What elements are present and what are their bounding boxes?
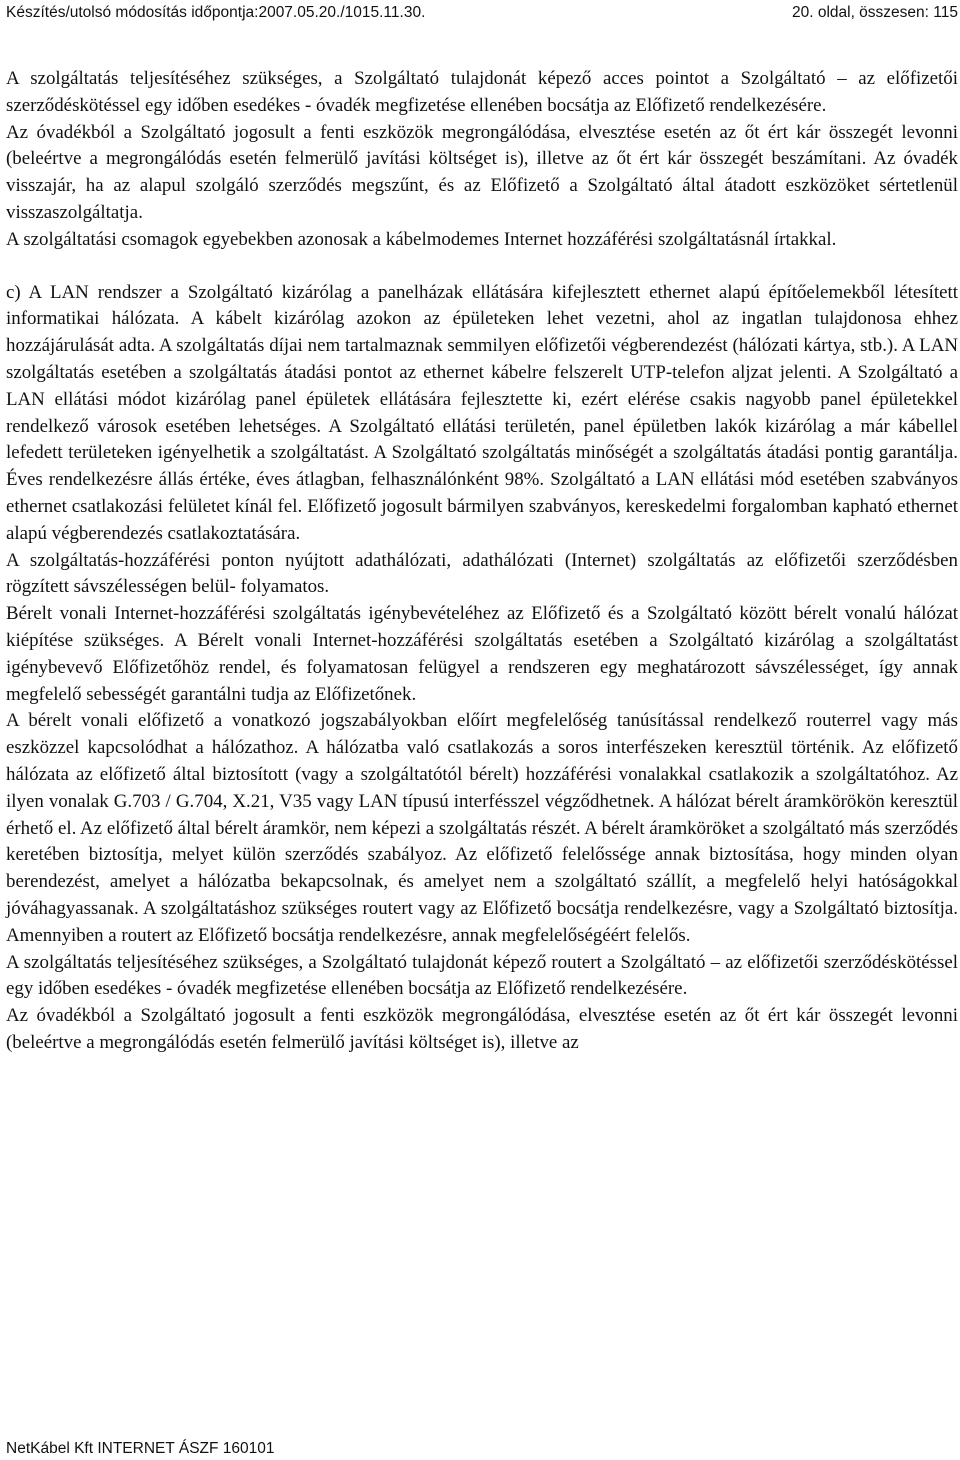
paragraph: Bérelt vonali Internet-hozzáférési szolgáltatás igénybevételéhez az Előfizető és a Szolgáltató között bérelt vonalú hálózat kiépítése szükséges. A Bérelt vonali Internet-hozzáférési szolgáltatás esetében a Szolgáltató kizárólag a szolgáltatást igénybevevő Előfizetőhöz rendel, és folyamatosan felügyel a rendszeren egy meghatározott sávszélességet, így annak megfelelő sebességét garantálni tudja az Előfizetőnek. <box>6 603 958 705</box>
modified-date: Készítés/utolsó módosítás időpontja:2007.05.20./1015.11.30. <box>6 4 426 21</box>
paragraph: A bérelt vonali előfizető a vonatkozó jogszabályokban előírt megfelelőség tanúsítással rendelkező routerrel vagy más eszközzel kapcsolódhat a hálózathoz. A hálózatba való csatlakozás a soros interfészeken keresztül történik. Az előfizető hálózata az előfizető által biztosított (vagy a szolgáltatótól bérelt) hozzáférési vonalakkal csatlakozik a szolgáltatóhoz. Az ilyen vonalak G.703 / G.704, X.21, V35 vagy LAN típusú interfésszel végződhetnek. A hálózat bérelt áramkörökön keresztül érhető el. Az előfizető által bérelt áramkör, nem képezi a szolgáltatás részét. A bérelt áramköröket a szolgáltató más szerződés keretében biztosítja, melyet külön szerződés szabályoz. Az előfizető felelőssége annak biztosítása, hogy minden olyan berendezést, amelyet a hálózatba bekapcsolnak, és amelyet nem a szolgáltató szállít, a megfelelő helyi hatóságokkal jóváhagyassanak. A szolgáltatáshoz szükséges routert vagy az Előfizető bocsátja rendelkezésre, vagy a Szolgáltató biztosítja. Amennyiben a routert az Előfizető bocsátja rendelkezésre, annak megfelelőségéért felelős. <box>6 710 958 946</box>
page-number: 20. oldal, összesen: 115 <box>791 4 958 21</box>
paragraph: c) A LAN rendszer a Szolgáltató kizárólag a panelházak ellátására kifejlesztett ethernet alapú építőelemekből létesített informatikai hálózata. A kábelt kizárólag azokon az épületeken lehet vezetni, ahol az ingatlan tulajdonosa ehhez hozzájárulását adta. A szolgáltatás díjai nem tartalmaznak semmilyen előfizetői végberendezést (hálózati kártya, stb.). A LAN szolgáltatás esetében a szolgáltatás átadási pontot az ethernet kábelre felszerelt UTP-telefon aljzat jelenti. A Szolgáltató a LAN ellátási módot kizárólag panel épületek ellátására fejlesztette ki, ezért elérése csakis nagyobb panel épületekkel rendelkező városok esetében lehetséges. A Szolgáltató ellátási területén, panel épületben lakók kizárólag a már kábellel lefedett területeken igényelhetik a szolgáltatást. A Szolgáltató szolgáltatás minőségét a szolgáltatás átadási pontig garantálja. Éves rendelkezésre állás értéke, éves átlagban, felhasználónként 98%. Szolgáltató a LAN ellátási mód esetében szabványos ethernet csatlakozási felületet kínál fel. Előfizető jogosult bármilyen szabványos, kereskedelmi forgalomban kapható ethernet alapú végberendezés csatlakoztatására. <box>6 281 958 544</box>
paragraph: A szolgáltatás teljesítéséhez szükséges, a Szolgáltató tulajdonát képező routert a Szolgáltató – az előfizetői szerződéskötéssel egy időben esedékes - óvadék megfizetése ellenében bocsátja az Előfizető rendelkezésére. <box>6 951 958 1000</box>
document-page <box>6 0 958 1460</box>
paragraph: A szolgáltatás teljesítéséhez szükséges, a Szolgáltató tulajdonát képező acces pointot a Szolgáltató – az előfizetői szerződéskötéssel egy időben esedékes - óvadék megfizetése ellenében bocsátja az Előfizető rendelkezésére. <box>6 68 958 116</box>
page-footer: NetKábel Kft INTERNET ÁSZF 160101 <box>6 1440 275 1457</box>
paragraph: A szolgáltatási csomagok egyebekben azonosak a kábelmodemes Internet hozzáférési szolgáltatásnál írtakkal. <box>6 228 837 250</box>
paragraph: Az óvadékból a Szolgáltató jogosult a fenti eszközök megrongálódása, elvesztése esetén az őt ért kár összegét levonni (beleértve a megrongálódás esetén felmerülő javítási költséget is), illetve az <box>6 1005 958 1053</box>
page-header <box>6 0 958 26</box>
paragraph: A szolgáltatás-hozzáférési ponton nyújtott adathálózati, adathálózati (Internet) szolgáltatás az előfizetői szerződésben rögzített sávszélességen belül- folyamatos. <box>6 549 958 598</box>
document-body <box>6 66 958 1057</box>
paragraph: Az óvadékból a Szolgáltató jogosult a fenti eszközök megrongálódása, elvesztése esetén az őt ért kár összegét levonni (beleértve a megrongálódás esetén felmerülő javítási költséget is), illetve az őt ért kár összegét beszámítani. Az óvadék visszajár, ha az alapul szolgáló szerződés megszűnt, és az Előfizető a Szolgáltató által átadott eszközöket sértetlenül visszaszolgáltatja. <box>6 121 958 223</box>
